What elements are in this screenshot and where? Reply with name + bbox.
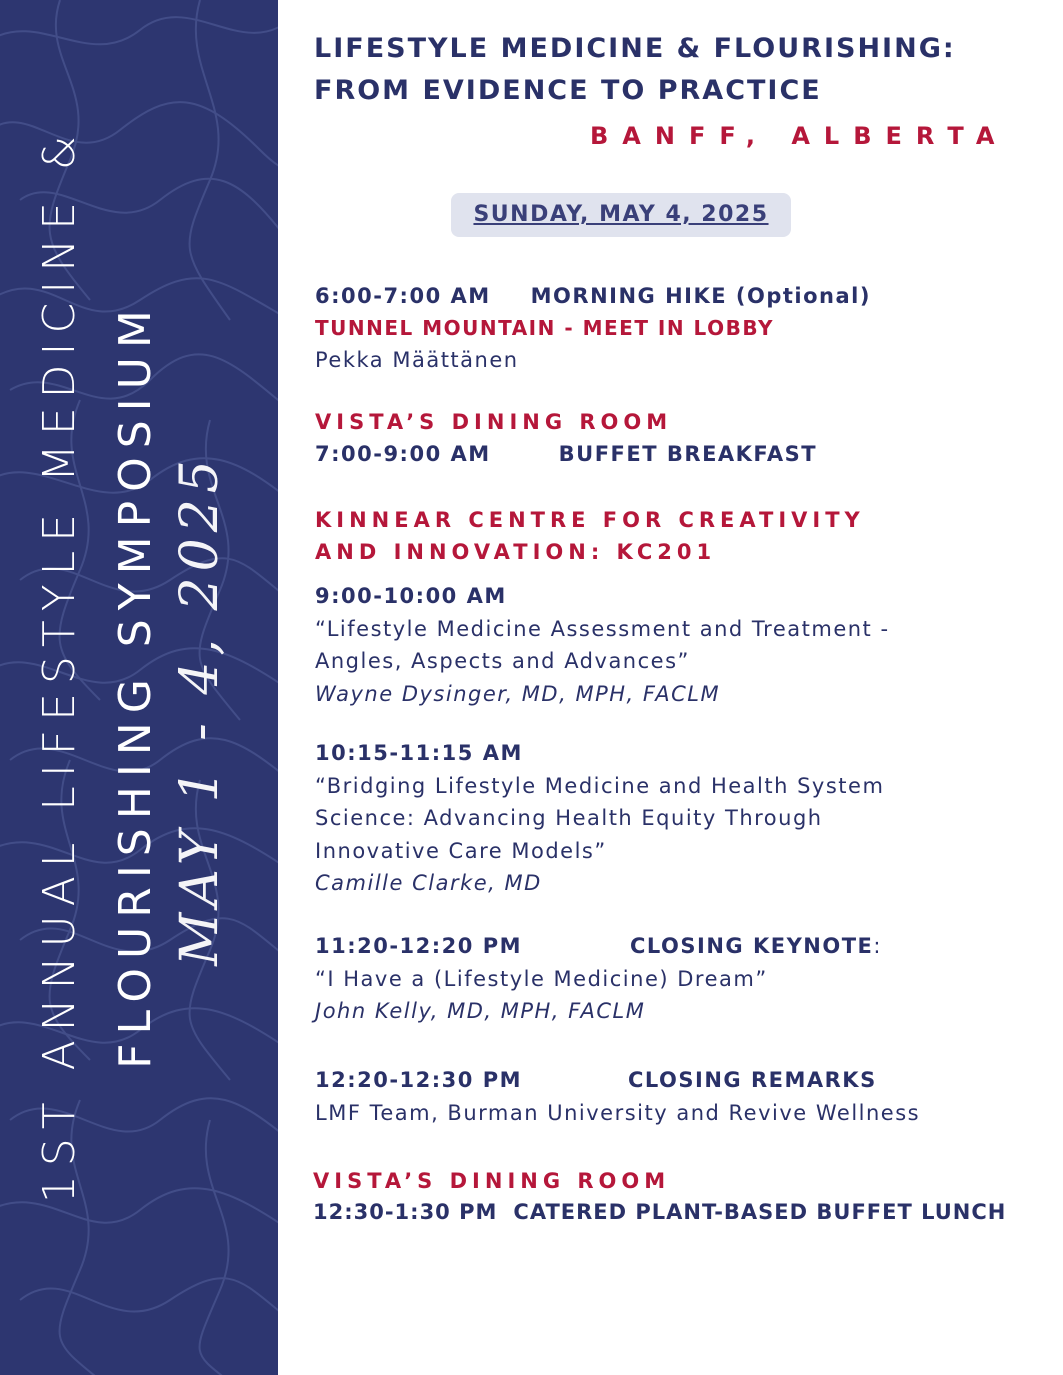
talk1-time: 9:00-10:00 AM bbox=[315, 584, 507, 608]
sidebar-event-dates: MAY 1 - 4, 2025 bbox=[170, 454, 230, 966]
keynote-title: “I Have a (Lifestyle Medicine) Dream” bbox=[315, 966, 768, 991]
keynote-block bbox=[315, 930, 882, 1028]
talk2-time: 10:15-11:15 AM bbox=[315, 741, 523, 765]
sidebar-banner bbox=[0, 0, 278, 1375]
event-title-line2: FROM EVIDENCE TO PRACTICE bbox=[314, 75, 822, 106]
breakfast-time: 7:00-9:00 AM bbox=[315, 442, 491, 466]
talk2-speaker: Camille Clarke, MD bbox=[315, 871, 542, 895]
talk1-title-line1: “Lifestyle Medicine Assessment and Treatment - bbox=[315, 616, 890, 641]
breakfast-venue: VISTA’S DINING ROOM bbox=[315, 410, 673, 434]
lunch-time: 12:30-1:30 PM bbox=[313, 1200, 498, 1224]
talk2-title-line1: “Bridging Lifestyle Medicine and Health System bbox=[315, 773, 885, 798]
hike-time: 6:00-7:00 AM bbox=[315, 284, 491, 308]
hike-guide: Pekka Määttänen bbox=[315, 348, 519, 372]
sidebar-title-line1: 1ST ANNUAL LIFESTYLE MEDICINE & bbox=[34, 126, 85, 1204]
event-title-line1: LIFESTYLE MEDICINE & FLOURISHING: bbox=[314, 33, 956, 64]
breakfast-block bbox=[315, 406, 817, 470]
remarks-label: CLOSING REMARKS bbox=[628, 1068, 877, 1092]
hike-title: MORNING HIKE (Optional) bbox=[530, 284, 871, 308]
kinnear-venue-line1: KINNEAR CENTRE FOR CREATIVITY bbox=[315, 508, 865, 532]
remarks-people: LMF Team, Burman University and Revive Wellness bbox=[315, 1101, 921, 1125]
schedule-page bbox=[278, 0, 1063, 1375]
sidebar-title-line2: FLOURISHING SYMPOSIUM bbox=[110, 301, 161, 1069]
talk2-title-line2: Science: Advancing Health Equity Through bbox=[315, 806, 823, 830]
lunch-title: CATERED PLANT-BASED BUFFET LUNCH bbox=[513, 1200, 1007, 1224]
keynote-colon: : bbox=[873, 934, 882, 958]
event-location: BANFF, ALBERTA bbox=[590, 122, 1009, 150]
remarks-block bbox=[315, 1064, 920, 1130]
lunch-venue: VISTA’S DINING ROOM bbox=[313, 1169, 671, 1193]
talk1-title-line2: Angles, Aspects and Advances” bbox=[315, 649, 690, 673]
talk2-title-line3: Innovative Care Models” bbox=[315, 838, 607, 863]
keynote-label: CLOSING KEYNOTE bbox=[630, 934, 874, 958]
hike-block bbox=[315, 280, 871, 376]
talk1-speaker: Wayne Dysinger, MD, MPH, FACLM bbox=[315, 681, 721, 706]
kinnear-venue-line2: AND INNOVATION: KC201 bbox=[315, 540, 717, 564]
keynote-speaker: John Kelly, MD, MPH, FACLM bbox=[315, 999, 646, 1023]
remarks-time: 12:20-12:30 PM bbox=[315, 1068, 523, 1092]
talk2-block bbox=[315, 737, 884, 900]
talk1-block bbox=[315, 580, 890, 710]
day-date-badge: SUNDAY, MAY 4, 2025 bbox=[451, 193, 791, 237]
hike-location: TUNNEL MOUNTAIN - MEET IN LOBBY bbox=[315, 316, 774, 340]
event-title bbox=[314, 28, 1034, 112]
keynote-time: 11:20-12:20 PM bbox=[315, 934, 523, 958]
breakfast-title: BUFFET BREAKFAST bbox=[558, 442, 818, 466]
lunch-block bbox=[313, 1166, 1006, 1228]
kinnear-venue bbox=[315, 504, 865, 568]
